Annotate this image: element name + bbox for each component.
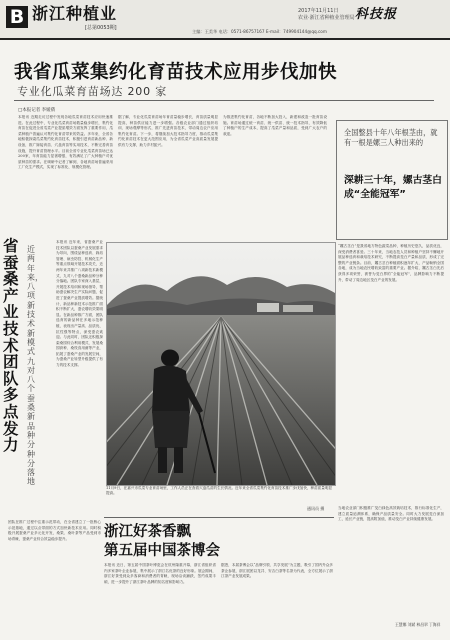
second-article-title-line-1: 浙江好茶香飘	[104, 524, 191, 540]
vertical-story-title: 省蚕桑产业技术团队多点发力	[3, 237, 19, 455]
section-title: 浙江种植业	[32, 4, 118, 23]
date-line-2: 农业·浙江省种植业管理局	[298, 15, 355, 21]
vertical-story-body-continued: 团队在推广过程中注重示范带动，在全省建立了一批核心示范基地，通过以点带面的方式加快新技术应用。同时积极开展蚕桑产业多元化开发，桑果、桑叶茶等产品受到市场青睐，蚕桑产业综合效益稳步提升。	[8, 520, 101, 541]
second-article-title	[104, 523, 220, 560]
second-article-column-2: 据悉，本届茶博会以“品牌引领、共享发展”为主题，吸引了国内外众多茶企参展，浙江展团以龙井、安吉白茶等名茶为代表，全方位展示了浙江茶产业发展成果。	[221, 563, 333, 579]
byline: □本报记者 李媛蒨	[18, 108, 56, 113]
second-article-divider	[104, 517, 334, 518]
feature-article-body: “嫘古茎白”是我省地方特色蔬菜品种，种植历史悠久，品质优良，深受消费者喜爱。三十年来，当地农技人员和种植户坚持不懈地开展品种选育和栽培技术研究，不断提高茭白产量和品质，形成了完整的产业链条。目前，嫘古茎白种植面积逐年扩大，产品畅销全国各地，成为当地农民增收致富的重要产业。据介绍，嫘古茎白先后获得多项荣誉，被誉为茭白界的“全能冠军”，品牌影响力不断提升，带动了周边地区茭白产业的发展。	[338, 244, 444, 282]
feature-article-authors: 王慧娜 刘斌 林昌翠 丁海祥	[395, 622, 441, 627]
main-article-column-1: 本报讯 近期走访过程中发现各地瓜菜育苗技术应用快速推进。在此过程中，专业化瓜菜育苗场数量稳步增长，集约化育苗在促进全省瓜菜产业提质增效方面发挥了重要作用，瓜菜种植户普遍认可集约化育苗带来的效益。多年来，全省各地积极探索瓜菜集约化育苗技术，积极引进育苗新品种、新设备，推广嫁接育苗、穴盘育苗等实用技术，不断完善育苗设施，提升育苗管理水平。目前全省专业化瓜菜育苗场已达200家，年育苗能力显著增强，有效满足了广大种植户对优质种苗的需求。在调研中记者了解到，各地育苗场普遍采用工厂化生产模式，实现了标准化、规模化管理。	[18, 115, 113, 170]
photo-credit: 通讯员 摄	[307, 506, 325, 511]
nursery-field-image	[107, 243, 335, 485]
vertical-story-body: 本报讯 近年来，省蚕桑产业技术团队以蚕桑产业发展需求为导向，围绕品种选育、栽培管理、病虫防控、机械化生产等重点领域开展技术攻关，近两年来共推广八项新技术新模式，九对八个蚕桑新品种分种分落地。团队专家深入基层，开展技术培训和现场指导，帮助蚕农解决生产实际问题，促进了蚕桑产业提质增效。据统计，新品种新技术示范推广面积不断扩大，蚕农增收效果明显。在新品种推广方面，团队选育的新品种在多地示范种植，表现出产量高、品质优、抗性强等特点，深受蚕农欢迎。与此同时，团队还积极探索桑园综合利用模式，发展桑园套种、桑枝食用菌等产业，拓展了蚕桑产业的发展空间，为蚕桑产业转型升级提供了有力的技术支撑。	[56, 240, 103, 368]
main-subheadline: 专业化瓜菜育苗场达 200 家	[17, 85, 167, 98]
feature-article-body-2: 当地农业部门积极推广茭白绿色高效栽培技术，推行标准化生产，建立质量追溯体系，确保产品质量安全。同时大力发展茭白深加工，延长产业链，提高附加值，推动茭白产业持续健康发展。	[338, 506, 444, 522]
newspaper-masthead: 科技报	[355, 7, 398, 22]
vertical-story-subtitle: 近两年来，八项新技术新模式九对八个蚕桑新品种分种分落地	[27, 245, 43, 487]
issue-number: [总第0053期]	[85, 25, 117, 31]
contact-line: 主编：王美华 电话：0571-86757167 E-mail：749904144@qq.com	[192, 29, 327, 34]
field-photo	[106, 242, 336, 486]
photo-caption: 11月9日，在嘉兴市瓜菜专业育苗场里，工作人员正在查看穴盘瓜苗的生长情况。近年来全省瓜菜集约化育苗技术推广步伐加快，种苗质量明显提高。	[106, 486, 333, 496]
main-headline: 我省瓜菜集约化育苗技术应用步伐加快	[14, 62, 338, 83]
main-article-column-3: 为推进集约化育苗，各地不断加大投入，新建和改造一批育苗设施。育苗场通过统一育苗、统一供苗、统一技术指导，有效降低了种植户的生产成本，提高了瓜菜产量和品质，受到广大农户的欢迎。	[223, 115, 327, 136]
second-article-title-line-2: 第五届中国茶博会	[104, 542, 220, 559]
feature-teaser-intro: 全国整县十年八年根茎由，就有一根是嫘三人种出来的	[344, 128, 438, 148]
date-line-1: 2017年11月11日	[298, 8, 339, 14]
section-letter: B	[6, 6, 28, 28]
main-article-column-2: 据了解，专业化瓜菜育苗场年育苗量稳步增长，育苗质量明显提高，种苗供应能力进一步增强。各级农业部门通过组织培训、现场观摩等形式，推广先进育苗技术，带动周边农户应用集约化育苗。下一步，将继续加大技术指导力度，推动瓜菜集约化育苗技术在更大范围应用，为全省瓜菜产业高质量发展提供有力支撑，助力乡村振兴。	[118, 115, 218, 147]
headline-divider	[14, 100, 434, 101]
date-block	[298, 8, 355, 22]
second-article-column-1: 本报讯 近日，第五届中国茶叶博览会在杭州隆重开幕，浙江省组织省内多家茶叶企业参展，集中展示了浙江名优茶的良好形象。展会期间，浙江好茶受到众多客商和消费者的青睐，现场洽谈踊跃，签约成果丰硕，进一步提升了浙江茶叶品牌的知名度和影响力。	[104, 563, 216, 584]
feature-teaser-title: 深耕三十年，嫘古茎白成“全能冠军”	[344, 175, 442, 200]
